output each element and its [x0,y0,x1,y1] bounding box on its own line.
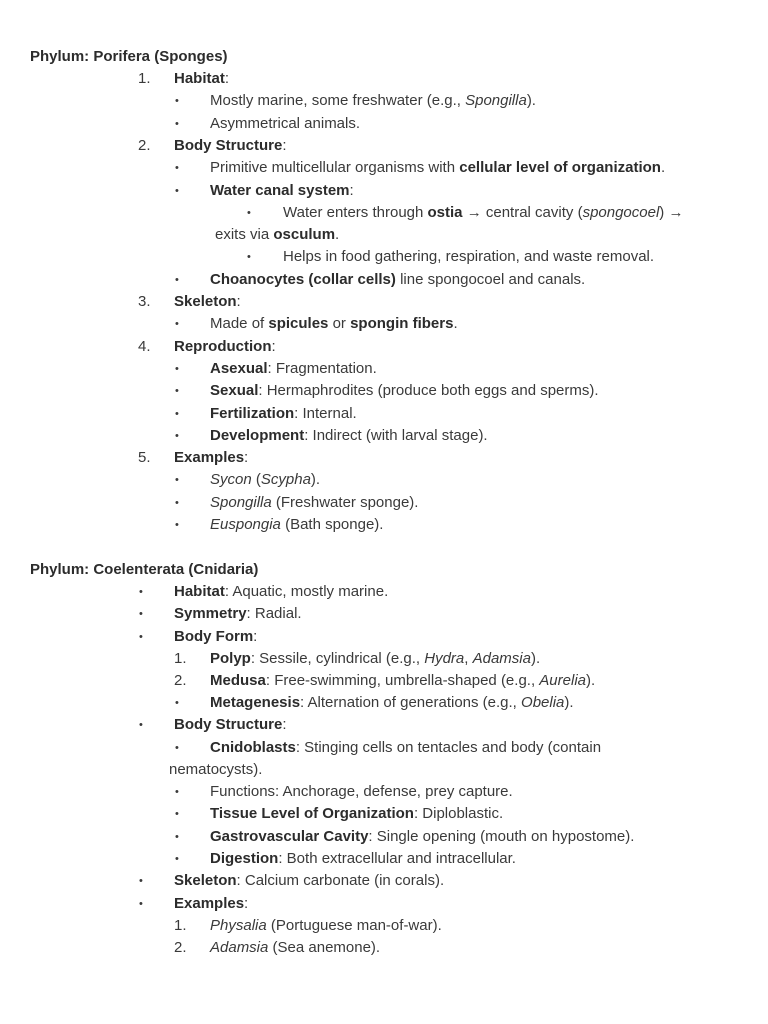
list-item-continuation: nematocysts). [169,761,263,778]
bullet-icon: • [175,853,179,865]
list-item: Fertilization: Internal. [210,405,357,422]
list-item: Choanocytes (collar cells) line spongocoel and canals. [210,271,586,288]
bullet-icon: • [175,274,179,286]
bullet-icon: • [175,318,179,330]
list-item: Digestion: Both extracellular and intracellular. [210,850,516,867]
list-item-continuation: exits via osculum. [215,226,340,243]
list-item: Tissue Level of Organization: Diploblastic. [210,805,504,822]
list-item: Euspongia (Bath sponge). [210,516,384,533]
list-item: Sycon (Scypha). [210,471,321,488]
list-item: Sexual: Hermaphrodites (produce both eggs and sperms). [210,382,599,399]
list-number: 2. [138,137,151,154]
list-item: Medusa: Free-swimming, umbrella-shaped (e.g., Aurelia). [210,672,596,689]
list-item: Body Form: [174,628,258,645]
list-item: Asymmetrical animals. [210,115,361,132]
list-item: Physalia (Portuguese man-of-war). [210,917,442,934]
bullet-icon: • [247,251,251,263]
list-number: 4. [138,338,151,355]
list-item: Adamsia (Sea anemone). [210,939,381,956]
bullet-icon: • [175,162,179,174]
list-item: Polyp: Sessile, cylindrical (e.g., Hydra, Adamsia). [210,650,541,667]
bullet-icon: • [175,118,179,130]
bullet-icon: • [139,898,143,910]
bullet-icon: • [175,430,179,442]
list-item: Helps in food gathering, respiration, and waste removal. [283,248,655,265]
habitat-heading: Habitat: [174,70,230,87]
bullet-icon: • [175,95,179,107]
bullet-icon: • [139,719,143,731]
bullet-icon: • [175,697,179,709]
list-item: Functions: Anchorage, defense, prey capture. [210,783,513,800]
bullet-icon: • [175,786,179,798]
list-number: 2. [174,939,187,956]
list-number: 1. [174,650,187,667]
list-number: 2. [174,672,187,689]
bullet-icon: • [139,875,143,887]
bullet-icon: • [175,385,179,397]
list-number: 3. [138,293,151,310]
list-item: Cnidoblasts: Stinging cells on tentacles and body (contain [210,739,602,756]
list-item: Metagenesis: Alternation of generations (e.g., Obelia). [210,694,574,711]
bullet-icon: • [247,207,251,219]
bullet-icon: • [175,408,179,420]
list-number: 1. [174,917,187,934]
bullet-icon: • [175,363,179,375]
list-item: Gastrovascular Cavity: Single opening (mouth on hypostome). [210,828,635,845]
list-number: 1. [138,70,151,87]
list-item: Habitat: Aquatic, mostly marine. [174,583,389,600]
list-item: Spongilla (Freshwater sponge). [210,494,419,511]
list-item: Asexual: Fragmentation. [210,360,377,377]
bullet-icon: • [139,631,143,643]
list-item: Examples: [174,895,249,912]
bullet-icon: • [175,808,179,820]
skeleton-heading: Skeleton: [174,293,241,310]
list-item: Mostly marine, some freshwater (e.g., Spongilla). [210,92,536,109]
coelenterata-title: Phylum: Coelenterata (Cnidaria) [30,561,259,578]
body-structure-heading: Body Structure: [174,137,287,154]
list-item: Body Structure: [174,716,287,733]
list-item: Development: Indirect (with larval stage). [210,427,488,444]
list-item: Water enters through ostia → central cavity (spongocoel) → [283,204,684,221]
bullet-icon: • [175,742,179,754]
bullet-icon: • [175,497,179,509]
list-item: Symmetry: Radial. [174,605,302,622]
list-item: Made of spicules or spongin fibers. [210,315,458,332]
porifera-title: Phylum: Porifera (Sponges) [30,48,228,65]
examples-heading: Examples: [174,449,249,466]
bullet-icon: • [175,474,179,486]
list-item: Water canal system: [210,182,354,199]
list-number: 5. [138,449,151,466]
bullet-icon: • [175,831,179,843]
bullet-icon: • [139,608,143,620]
bullet-icon: • [175,185,179,197]
bullet-icon: • [139,586,143,598]
bullet-icon: • [175,519,179,531]
reproduction-heading: Reproduction: [174,338,276,355]
list-item: Skeleton: Calcium carbonate (in corals). [174,872,445,889]
list-item: Primitive multicellular organisms with cellular level of organization. [210,159,666,176]
